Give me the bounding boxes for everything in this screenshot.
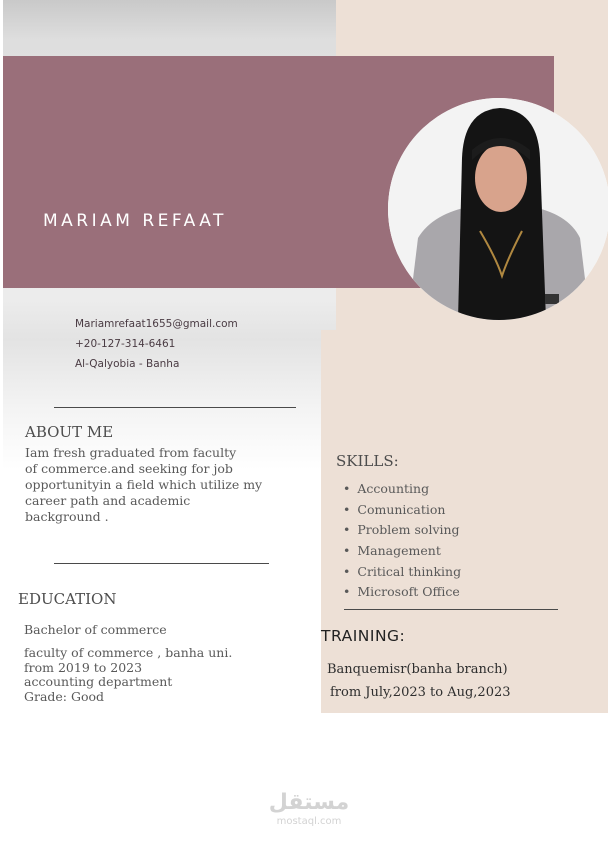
divider-line bbox=[54, 563, 269, 564]
about-heading: ABOUT ME bbox=[25, 423, 114, 441]
about-line: of commerce.and seeking for job bbox=[25, 461, 233, 476]
watermark-latin: mostaql.com bbox=[276, 816, 342, 827]
divider-line bbox=[54, 407, 296, 408]
about-line: career path and academic bbox=[25, 493, 191, 508]
resume-page bbox=[3, 0, 608, 844]
watermark-arabic: مستقل bbox=[268, 790, 350, 815]
portrait-image bbox=[388, 98, 608, 320]
email-text: Mariamrefaat1655@gmail.com bbox=[75, 318, 238, 330]
training-period: from July,2023 to Aug,2023 bbox=[330, 685, 511, 700]
skill-item: • Comunication bbox=[343, 500, 461, 521]
candidate-name: MARIAM REFAAT bbox=[43, 211, 227, 231]
education-line: from 2019 to 2023 bbox=[24, 659, 143, 675]
training-heading: TRAINING: bbox=[321, 627, 406, 645]
skills-list bbox=[343, 479, 461, 603]
education-details bbox=[24, 646, 232, 704]
about-line: opportunityin a field which utilize my bbox=[25, 477, 263, 492]
skill-item: • Accounting bbox=[343, 479, 461, 500]
about-line: background . bbox=[25, 509, 109, 524]
about-line: Iam fresh graduated from faculty bbox=[25, 445, 237, 460]
skills-heading: SKILLS: bbox=[336, 452, 399, 470]
about-text bbox=[25, 445, 315, 525]
skill-item: • Microsoft Office bbox=[343, 582, 461, 603]
phone-text: +20-127-314-6461 bbox=[75, 338, 176, 350]
mostaql-watermark bbox=[259, 790, 359, 828]
education-line: accounting department bbox=[24, 674, 173, 689]
profile-photo bbox=[388, 98, 608, 320]
education-degree: Bachelor of commerce bbox=[24, 622, 167, 637]
skill-item: • Management bbox=[343, 541, 461, 562]
location-text: Al-Qalyobia - Banha bbox=[75, 358, 180, 370]
education-line: Grade: Good bbox=[24, 688, 105, 704]
skill-item: • Critical thinking bbox=[343, 562, 461, 583]
training-place: Banquemisr(banha branch) bbox=[327, 662, 508, 677]
education-line: faculty of commerce , banha uni. bbox=[24, 645, 233, 660]
skill-item: • Problem solving bbox=[343, 520, 461, 541]
divider-line bbox=[344, 609, 558, 610]
education-heading: EDUCATION bbox=[18, 590, 117, 608]
